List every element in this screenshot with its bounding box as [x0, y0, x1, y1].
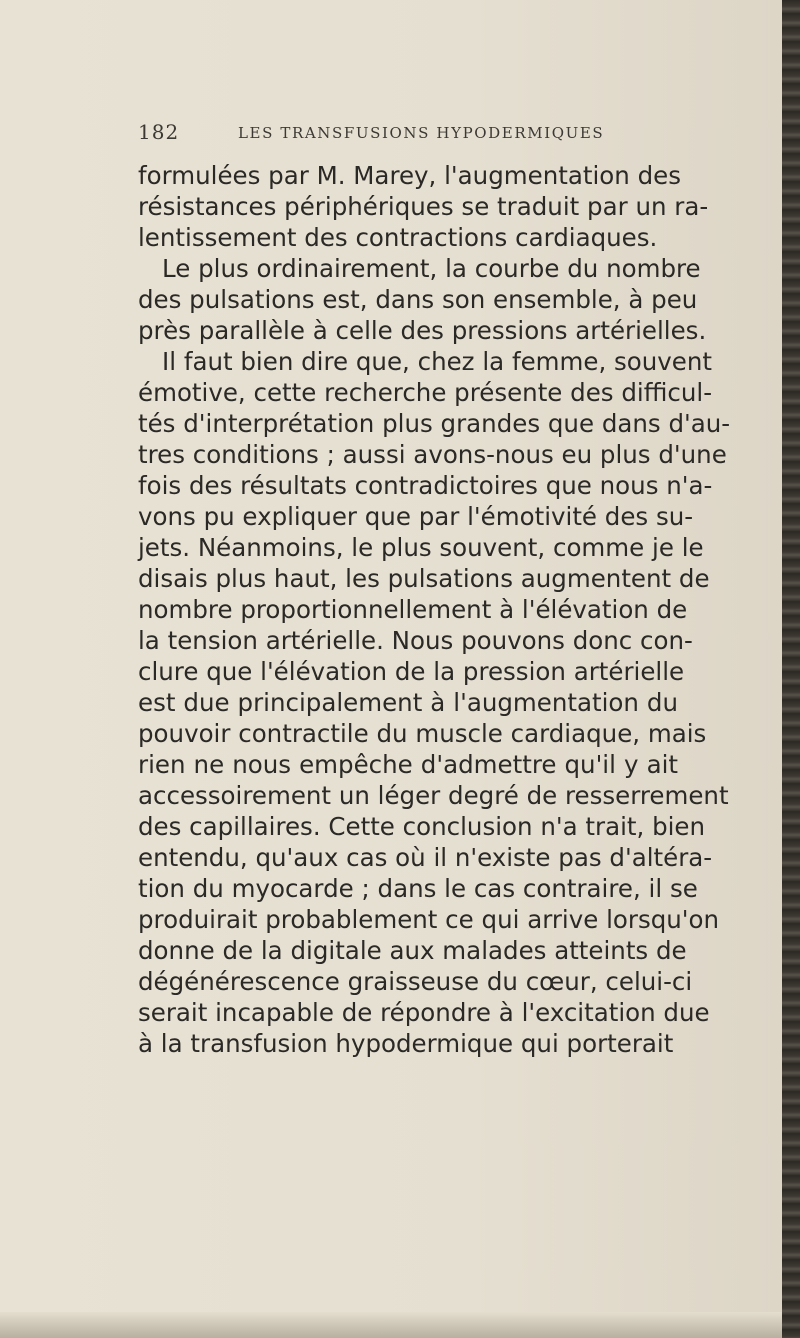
page-header: [138, 120, 698, 150]
text-line: fois des résultats contradictoires que nous n'a-: [138, 471, 713, 500]
book-spine-edge: [782, 0, 800, 1338]
text-line: lentissement des contractions cardiaques.: [138, 223, 658, 252]
text-line: jets. Néanmoins, le plus souvent, comme je le: [138, 533, 704, 562]
text-line: serait incapable de répondre à l'excitation due: [138, 998, 710, 1027]
text-line: donne de la digitale aux malades atteints de: [138, 936, 687, 965]
text-line: nombre proportionnellement à l'élévation de: [138, 595, 688, 624]
text-line: Il faut bien dire que, chez la femme, souvent: [162, 347, 713, 376]
text-line: la tension artérielle. Nous pouvons donc con-: [138, 626, 693, 655]
text-line: accessoirement un léger degré de resserrement: [138, 781, 729, 810]
text-line: formulées par M. Marey, l'augmentation des: [138, 161, 681, 190]
text-line: tion du myocarde ; dans le cas contraire, il se: [138, 874, 698, 903]
page-bottom-shadow: [0, 1312, 782, 1338]
body-text: [138, 160, 731, 1059]
text-line: tres conditions ; aussi avons-nous eu plus d'une: [138, 440, 727, 469]
text-line: Le plus ordinairement, la courbe du nombre: [162, 254, 701, 283]
page-number: 182: [138, 120, 180, 144]
running-title: LES TRANSFUSIONS HYPODERMIQUES: [238, 124, 605, 142]
text-line: à la transfusion hypodermique qui porterait: [138, 1029, 674, 1058]
text-line: des capillaires. Cette conclusion n'a trait, bien: [138, 812, 706, 841]
text-line: vons pu expliquer que par l'émotivité des su-: [138, 502, 694, 531]
text-line: rien ne nous empêche d'admettre qu'il y ait: [138, 750, 678, 779]
text-line: des pulsations est, dans son ensemble, à peu: [138, 285, 698, 314]
text-line: pouvoir contractile du muscle cardiaque, mais: [138, 719, 707, 748]
text-line: émotive, cette recherche présente des difficul-: [138, 378, 713, 407]
text-line: résistances périphériques se traduit par un ra-: [138, 192, 709, 221]
text-line: dégénérescence graisseuse du cœur, celui-ci: [138, 967, 693, 996]
text-line: disais plus haut, les pulsations augmentent de: [138, 564, 710, 593]
text-line: entendu, qu'aux cas où il n'existe pas d'altéra-: [138, 843, 713, 872]
text-line: est due principalement à l'augmentation du: [138, 688, 678, 717]
text-line: produirait probablement ce qui arrive lorsqu'on: [138, 905, 720, 934]
text-line: clure que l'élévation de la pression artérielle: [138, 657, 685, 686]
text-line: près parallèle à celle des pressions artérielles.: [138, 316, 707, 345]
text-line: tés d'interprétation plus grandes que dans d'au-: [138, 409, 731, 438]
